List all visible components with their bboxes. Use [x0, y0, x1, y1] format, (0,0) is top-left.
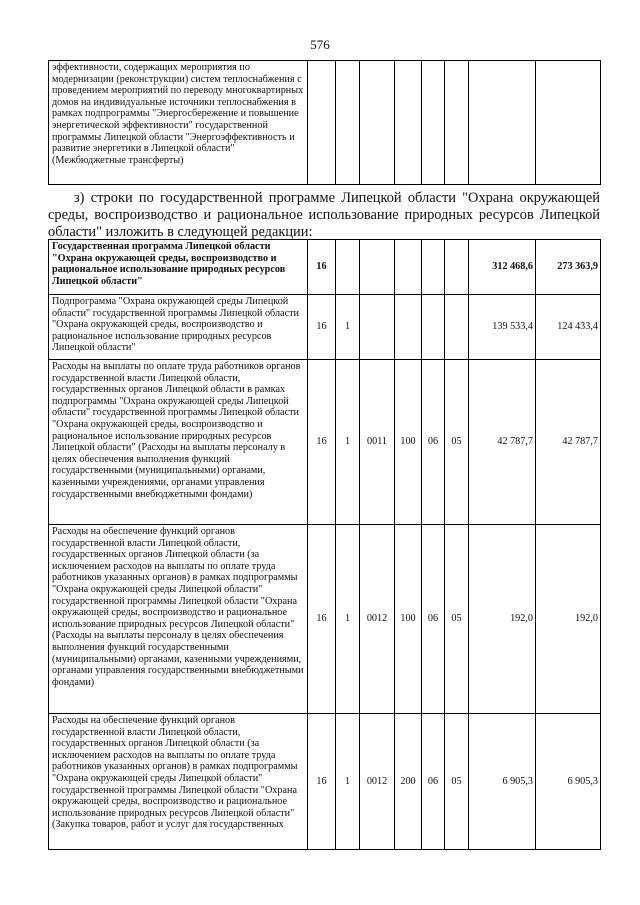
subprogram-code-cell: 1	[336, 360, 360, 525]
page-number: 576	[310, 37, 330, 52]
section-cell: 06	[422, 525, 445, 714]
target-code-cell	[360, 240, 395, 295]
row-description: Подпрограмма "Охрана окружающей среды Липецкой области" государственной программы Липецкой области "Охрана окружающей среды, воспроизводство и рациональное использование природных ресурсов Липецкой области"	[49, 295, 308, 360]
expense-type-cell: 100	[395, 525, 422, 714]
cell	[336, 61, 360, 185]
amount-year2-cell: 273 363,9	[536, 240, 601, 295]
section-cell: 06	[422, 714, 445, 850]
amount-year1-cell: 312 468,6	[469, 240, 536, 295]
row-description: Государственная программа Липецкой области "Охрана окружающей среды, воспроизводство и рациональное использование природных ресурсов Липецкой области"	[49, 240, 308, 295]
expense-type-cell	[395, 295, 422, 360]
table-row	[49, 295, 601, 360]
amount-year2-cell: 192,0	[536, 525, 601, 714]
subsection-cell	[445, 295, 469, 360]
row-description: Расходы на обеспечение функций органов государственной власти Липецкой области, государственных органов Липецкой области (за исключением расходов на выплаты по оплате труда работников указанных органов) в рамках подпрограммы "Охрана окружающей среды Липецкой области" государственной программы Липецкой области "Охрана окружающей среды, воспроизводство и рациональное использование природных ресурсов Липецкой области" (Закупка товаров, работ и услуг для государственных	[49, 714, 308, 850]
target-code-cell	[360, 295, 395, 360]
table-row	[49, 525, 601, 714]
cell	[445, 61, 469, 185]
subprogram-code-cell	[336, 240, 360, 295]
cell	[469, 61, 536, 185]
admin-code-cell: 16	[308, 360, 336, 525]
amount-year2-cell: 6 905,3	[536, 714, 601, 850]
admin-code-cell: 16	[308, 525, 336, 714]
cell	[422, 61, 445, 185]
amount-year2-cell: 42 787,7	[536, 360, 601, 525]
row-description: Расходы на обеспечение функций органов государственной власти Липецкой области, государственных органов Липецкой области (за исключением расходов на выплаты по оплате труда работников указанных органов) в рамках подпрограммы "Охрана окружающей среды Липецкой области" государственной программы Липецкой области "Охрана окружающей среды, воспроизводство и рациональное использование природных ресурсов Липецкой области" (Расходы на выплаты персоналу в целях обеспечения выполнения функций государственными (муниципальными) органами, казенными учреждениями, органами управления государственными внебюджетными фондами)	[49, 525, 308, 714]
admin-code-cell: 16	[308, 240, 336, 295]
amount-year2-cell: 124 433,4	[536, 295, 601, 360]
subsection-cell: 05	[445, 714, 469, 850]
amount-year1-cell: 42 787,7	[469, 360, 536, 525]
amendment-paragraph: з) строки по государственной программе Липецкой области "Охрана окружающей среды, воспроизводство и рациональное использование природных ресурсов Липецкой области" изложить в следующей редакции:	[48, 190, 600, 240]
admin-code-cell: 16	[308, 714, 336, 850]
amount-year1-cell: 139 533,4	[469, 295, 536, 360]
top-table	[48, 60, 601, 185]
cell	[536, 61, 601, 185]
table-row	[49, 360, 601, 525]
subsection-cell: 05	[445, 525, 469, 714]
subsection-cell: 05	[445, 360, 469, 525]
section-cell	[422, 295, 445, 360]
cell	[395, 61, 422, 185]
target-code-cell: 0012	[360, 525, 395, 714]
subprogram-code-cell: 1	[336, 525, 360, 714]
section-cell	[422, 240, 445, 295]
expense-type-cell: 200	[395, 714, 422, 850]
expense-type-cell	[395, 240, 422, 295]
amount-year1-cell: 192,0	[469, 525, 536, 714]
cell	[308, 61, 336, 185]
target-code-cell: 0011	[360, 360, 395, 525]
table-row	[49, 61, 601, 185]
target-code-cell: 0012	[360, 714, 395, 850]
row-description: эффективности, содержащих мероприятия по модернизации (реконструкции) систем теплоснабжения с проведением мероприятий по переводу многоквартирных домов на индивидуальные источники теплоснабжения в рамках подпрограммы "Энергосбережение и повышение энергетической эффективности" государственной программы Липецкой области "Энергоэффективность и развитие энергетики в Липецкой области" (Межбюджетные трансферты)	[49, 61, 308, 185]
subsection-cell	[445, 240, 469, 295]
expense-type-cell: 100	[395, 360, 422, 525]
section-cell: 06	[422, 360, 445, 525]
table-row	[49, 714, 601, 850]
amount-year1-cell: 6 905,3	[469, 714, 536, 850]
cell	[360, 61, 395, 185]
subprogram-code-cell: 1	[336, 295, 360, 360]
row-description: Расходы на выплаты по оплате труда работников органов государственной власти Липецкой области, государственных органов Липецкой области в рамках подпрограммы "Охрана окружающей среды Липецкой области" государственной программы Липецкой области "Охрана окружающей среды, воспроизводство и рациональное использование природных ресурсов Липецкой области" (Расходы на выплаты персоналу в целях обеспечения выполнения функций государственными (муниципальными) органами, казенными учреждениями, органами управления государственными внебюджетными фондами)	[49, 360, 308, 525]
table-row	[49, 240, 601, 295]
subprogram-code-cell: 1	[336, 714, 360, 850]
budget-table	[48, 239, 601, 850]
admin-code-cell: 16	[308, 295, 336, 360]
